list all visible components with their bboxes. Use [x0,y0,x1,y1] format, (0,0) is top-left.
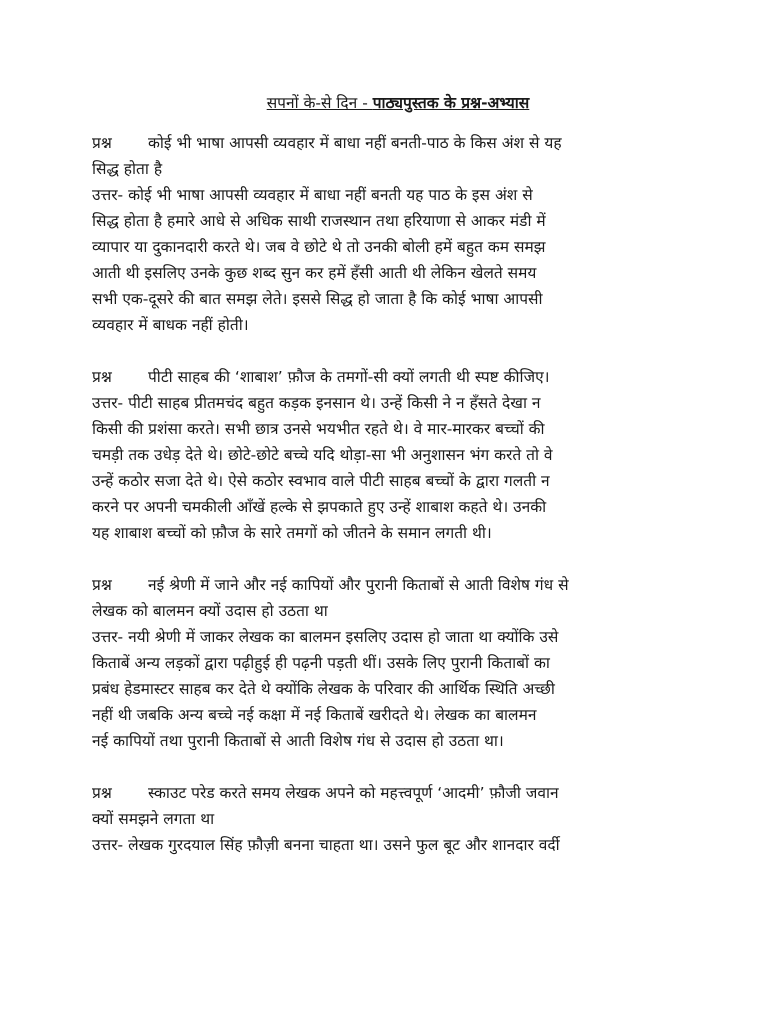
qa-block [92,130,672,338]
question-text: पीटी साहब की ‘शाबाश’ फ़ौज के तमगों-सी क्यों लगती थी स्पष्ट कीजिए। [148,368,550,386]
page-title [0,92,768,114]
answer-line: सभी एक-दूसरे की बात समझ लेते। इससे सिद्ध हो जाता है कि कोई भाषा आपसी [92,290,543,308]
answer-line: प्रबंध हेडमास्टर साहब कर देते थे क्योंकि लेखक के परिवार की आर्थिक स्थिति अच्छी [92,680,555,698]
answer-line: उन्हें कठोर सजा देते थे। ऐसे कठोर स्वभाव वाले पीटी साहब बच्चों के द्वारा गलती न [92,472,550,490]
question-line [92,780,672,806]
answer-line: करने पर अपनी चमकीली आँखें हल्के से झपकाते हुए उन्हें शाबाश कहते थे। उनकी [92,498,547,516]
title-chapter: सपनों के-से दिन - [266,94,373,112]
answer-line: यह शाबाश बच्चों को फ़ौज के सारे तमगों को जीतने के समान लगती थी। [92,524,492,542]
question-label: प्रश्न [92,134,112,152]
question-label: प्रश्न [92,784,112,802]
answer-line: उत्तर- पीटी साहब प्रीतमचंद बहुत कड़क इनसान थे। उन्हें किसी ने न हँसते देखा न [92,394,541,412]
answer-line: उत्तर- लेखक गुरदयाल सिंह फ़ौज़ी बनना चाहता था। उसने फुल बूट और शानदार वर्दी [92,836,560,854]
answer-line: उत्तर- नयी श्रेणी में जाकर लेखक का बालमन इसलिए उदास हो जाता था क्योंकि उसे [92,628,559,646]
answer-line: व्यापार या दुकानदारी करते थे। जब वे छोटे थे तो उनकी बोली हमें बहुत कम समझ [92,238,546,256]
question-line [92,572,672,598]
question-label: प्रश्न [92,576,112,594]
answer-line: व्यवहार में बाधक नहीं होती। [92,316,249,334]
answer-line: आती थी इसलिए उनके कुछ शब्द सुन कर हमें हँसी आती थी लेकिन खेलते समय [92,264,537,282]
answer-line: उत्तर- कोई भी भाषा आपसी व्यवहार में बाधा नहीं बनती यह पाठ के इस अंश से [92,186,533,204]
qa-block [92,364,672,546]
question-text: नई श्रेणी में जाने और नई कापियों और पुरानी किताबों से आती विशेष गंध से [148,576,569,594]
question-line [92,130,672,156]
answer-line: किताबें अन्य लड़कों द्वारा पढ़ीहुई ही पढ़नी पड़ती थीं। उसके लिए पुरानी किताबों का [92,654,550,672]
answer-line: नहीं थी जबकि अन्य बच्चे नई कक्षा में नई किताबें खरीदते थे। लेखक का बालमन [92,706,537,724]
question-text: लेखक को बालमन क्यों उदास हो उठता था [92,602,328,620]
question-line [92,364,672,390]
title-exercise: पाठ्यपुस्तक के प्रश्न-अभ्यास [372,94,530,112]
qa-list [92,130,672,884]
question-text: क्यों समझने लगता था [92,810,215,828]
question-label: प्रश्न [92,368,112,386]
answer-line: सिद्ध होता है हमारे आधे से अधिक साथी राजस्थान तथा हरियाणा से आकर मंडी में [92,212,546,230]
answer-line: नई कापियों तथा पुरानी किताबों से आती विशेष गंध से उदास हो उठता था। [92,732,504,750]
answer-line: चमड़ी तक उधेड़ देते थे। छोटे-छोटे बच्चे यदि थोड़ा-सा भी अनुशासन भंग करते तो वे [92,446,553,464]
qa-block [92,572,672,754]
question-text: स्काउट परेड करते समय लेखक अपने को महत्त्वपूर्ण ‘आदमी’ फ़ौजी जवान [148,784,559,802]
question-text: सिद्ध होता है [92,160,163,178]
answer-line: किसी की प्रशंसा करते। सभी छात्र उनसे भयभीत रहते थे। वे मार-मारकर बच्चों की [92,420,545,438]
question-text: कोई भी भाषा आपसी व्यवहार में बाधा नहीं बनती-पाठ के किस अंश से यह [148,134,562,152]
qa-block [92,780,672,858]
